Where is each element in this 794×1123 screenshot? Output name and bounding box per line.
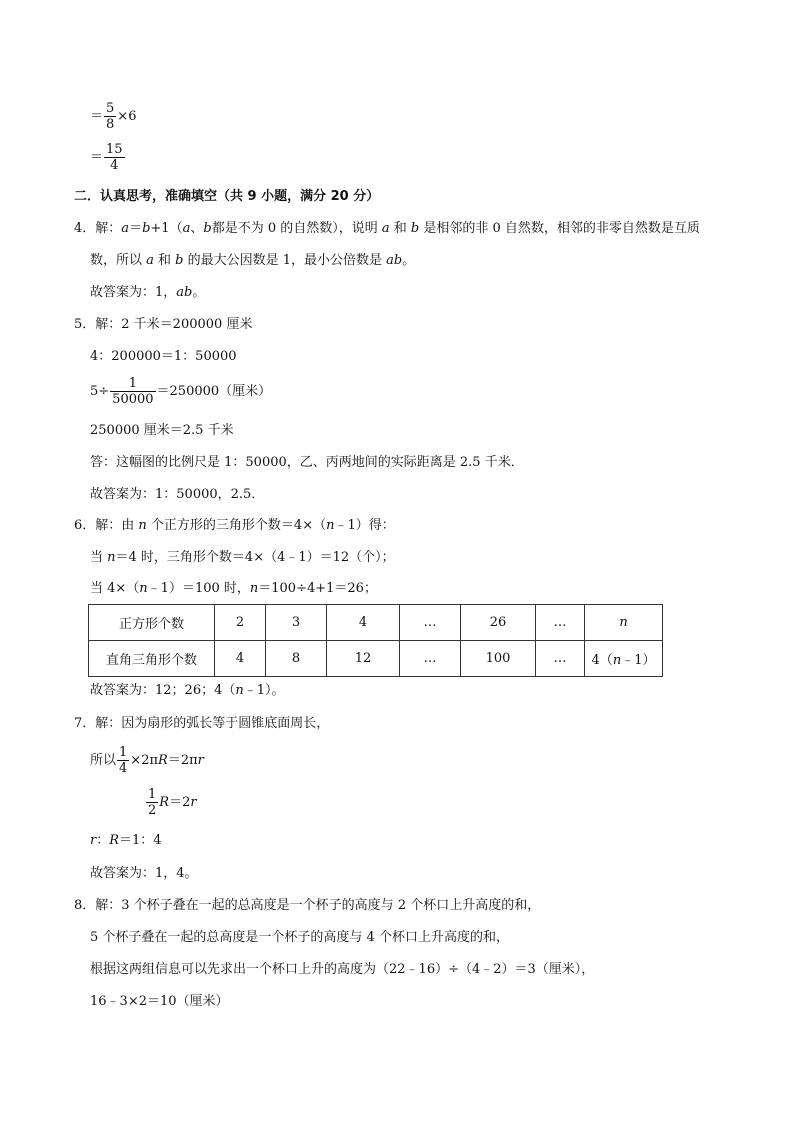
var-ab: ab [386,253,403,268]
fraction [117,745,129,776]
q4-answer [90,285,205,301]
numerator: 1 [148,787,157,802]
q6-line-3 [90,581,377,597]
table-cell: 4 [327,605,400,641]
text: 。 [192,285,206,300]
numerator: 15 [106,142,123,157]
var-n: n [107,550,116,565]
text: ＝100÷4+1＝26； [258,581,377,596]
var-R: R [109,833,120,848]
var-a: a [121,221,130,236]
fraction [110,376,155,407]
fraction [104,101,116,132]
q6-answer [90,683,285,699]
denominator: 2 [148,803,157,818]
calc-line-2 [90,142,126,173]
equals-sign: ＝ [90,109,104,124]
var-r: r [190,795,197,810]
table-cell: 直角三角形个数 [89,641,215,677]
denominator: 8 [106,117,115,132]
var-b: b [175,253,184,268]
var-b: b [203,221,212,236]
var-R: R [159,795,170,810]
text: +1（ [150,221,183,236]
var-R: R [158,753,168,768]
table-cell: 2 [215,605,266,641]
table-cell: … [536,605,585,641]
table-cell: … [536,641,585,677]
text: ＝1：4 [119,833,162,848]
text: ﹣1） [621,653,656,668]
denominator: 4 [110,158,119,173]
question-number: 8． [74,898,96,913]
question-number: 7． [74,716,96,731]
q7-line-2 [90,745,204,776]
text: 解：3 个杯子叠在一起的总高度是一个杯子的高度与 2 个杯口上升高度的和， [95,898,541,913]
text: 个正方形的三角形个数＝4×（ [146,518,327,533]
q5-line-4: 250000 厘米＝2.5 千米 [90,423,234,438]
text: 当 4×（ [90,581,140,596]
table-cell: n [585,605,663,641]
var-r: r [90,833,97,848]
text: 解： [95,221,122,236]
var-ab: ab [176,285,193,300]
var-n: n [326,518,335,533]
numerator: 1 [119,745,128,760]
text: 故答案为：1， [90,285,177,300]
q6-line-2 [90,550,395,566]
q6-line-1 [74,518,395,534]
text: ﹣1）得： [334,518,395,533]
table-row [89,641,663,677]
denominator: 4 [119,761,128,776]
text: 解：2 千米＝200000 厘米 [95,317,253,332]
text: ×2π [130,753,159,768]
text: 都是不为 0 的自然数），说明 [211,221,382,236]
fraction [146,787,158,818]
var-a: a [146,253,154,268]
text: 5÷ [90,384,110,399]
text: 是相邻的非 0 自然数，相邻的非零自然数是互质 [419,221,700,236]
var-a: a [381,221,390,236]
text: ＝ [129,221,143,236]
text: 。 [402,253,416,268]
table-cell: 3 [266,605,327,641]
var-b: b [142,221,151,236]
text: 解：因为扇形的弧长等于圆锥底面周长， [95,716,330,731]
q8-line-4: 16﹣3×2＝10（厘米） [90,994,229,1009]
q8-line-3: 根据这两组信息可以先求出一个杯口上升的高度为（22﹣16）÷（4﹣2）＝3（厘米）， [90,962,595,977]
question-number: 5． [74,317,96,332]
q4-line-2 [90,253,415,269]
numerator: 1 [110,376,155,392]
question-number: 4． [74,221,96,236]
table-cell: 正方形个数 [89,605,215,641]
var-n: n [139,581,148,596]
numerator: 5 [106,101,115,116]
text: 故答案为：12；26；4（ [90,683,236,698]
table-cell: 12 [327,641,400,677]
calc-line-1 [90,101,136,132]
table-cell: 8 [266,641,327,677]
text: 的最大公因数是 1，最小公倍数是 [183,253,387,268]
text: ＝250000（厘米） [156,384,272,399]
q8-line-2: 5 个杯子叠在一起的总高度是一个杯子的高度与 4 个杯口上升高度的和， [90,930,509,945]
text: ： [96,833,110,848]
q7-answer: 故答案为：1，4。 [90,866,198,881]
section-heading: 二．认真思考，准确填空（共 9 小题，满分 20 分） [74,189,380,204]
text: 数，所以 [90,253,147,268]
var-a: a [182,221,191,236]
var-n: n [249,581,259,596]
calc-rest: ×6 [117,109,137,124]
q7-line-1 [74,716,329,732]
denominator: 50000 [112,392,154,407]
fraction [104,142,125,173]
q4-line-1 [74,221,700,237]
text: ﹣1）。 [243,683,285,698]
q5-answer: 故答案为：1：50000，2.5． [90,487,265,502]
q5-line-2: 4：200000＝1：50000 [90,349,237,364]
q5-line-5: 答：这幅图的比例尺是 1：50000，乙、丙两地间的实际距离是 2.5 千米． [90,455,524,470]
var-n: n [138,518,147,533]
text: 4（ [591,653,613,668]
var-r: r [197,753,204,768]
var-n: n [612,653,622,668]
table-cell: 26 [461,605,536,641]
q5-line-1 [74,317,252,333]
q7-line-3 [145,787,197,818]
table-cell: 100 [461,641,536,677]
q7-line-4 [90,833,162,849]
q5-line-3 [90,376,271,407]
q8-line-1 [74,898,540,914]
text: ＝2π [167,753,198,768]
text: ﹣1）＝100 时， [147,581,250,596]
text: 所以 [90,753,117,768]
table-cell: 4 [215,641,266,677]
question-number: 6． [74,518,96,533]
var-b: b [410,221,420,236]
table-cell: … [400,641,461,677]
text: 当 [90,550,108,565]
text: ＝4 时，三角形个数＝4×（4﹣1）＝12（个）； [115,550,395,565]
table-cell [585,641,663,677]
text: ＝2 [169,795,191,810]
text: 和 [389,221,411,236]
equals-sign: ＝ [90,150,104,165]
table-cell: … [400,605,461,641]
text: 解：由 [95,518,139,533]
table-row [89,605,663,641]
data-table [88,604,663,677]
text: 和 [153,253,176,268]
text: 、 [190,221,204,236]
var-n: n [235,683,244,698]
